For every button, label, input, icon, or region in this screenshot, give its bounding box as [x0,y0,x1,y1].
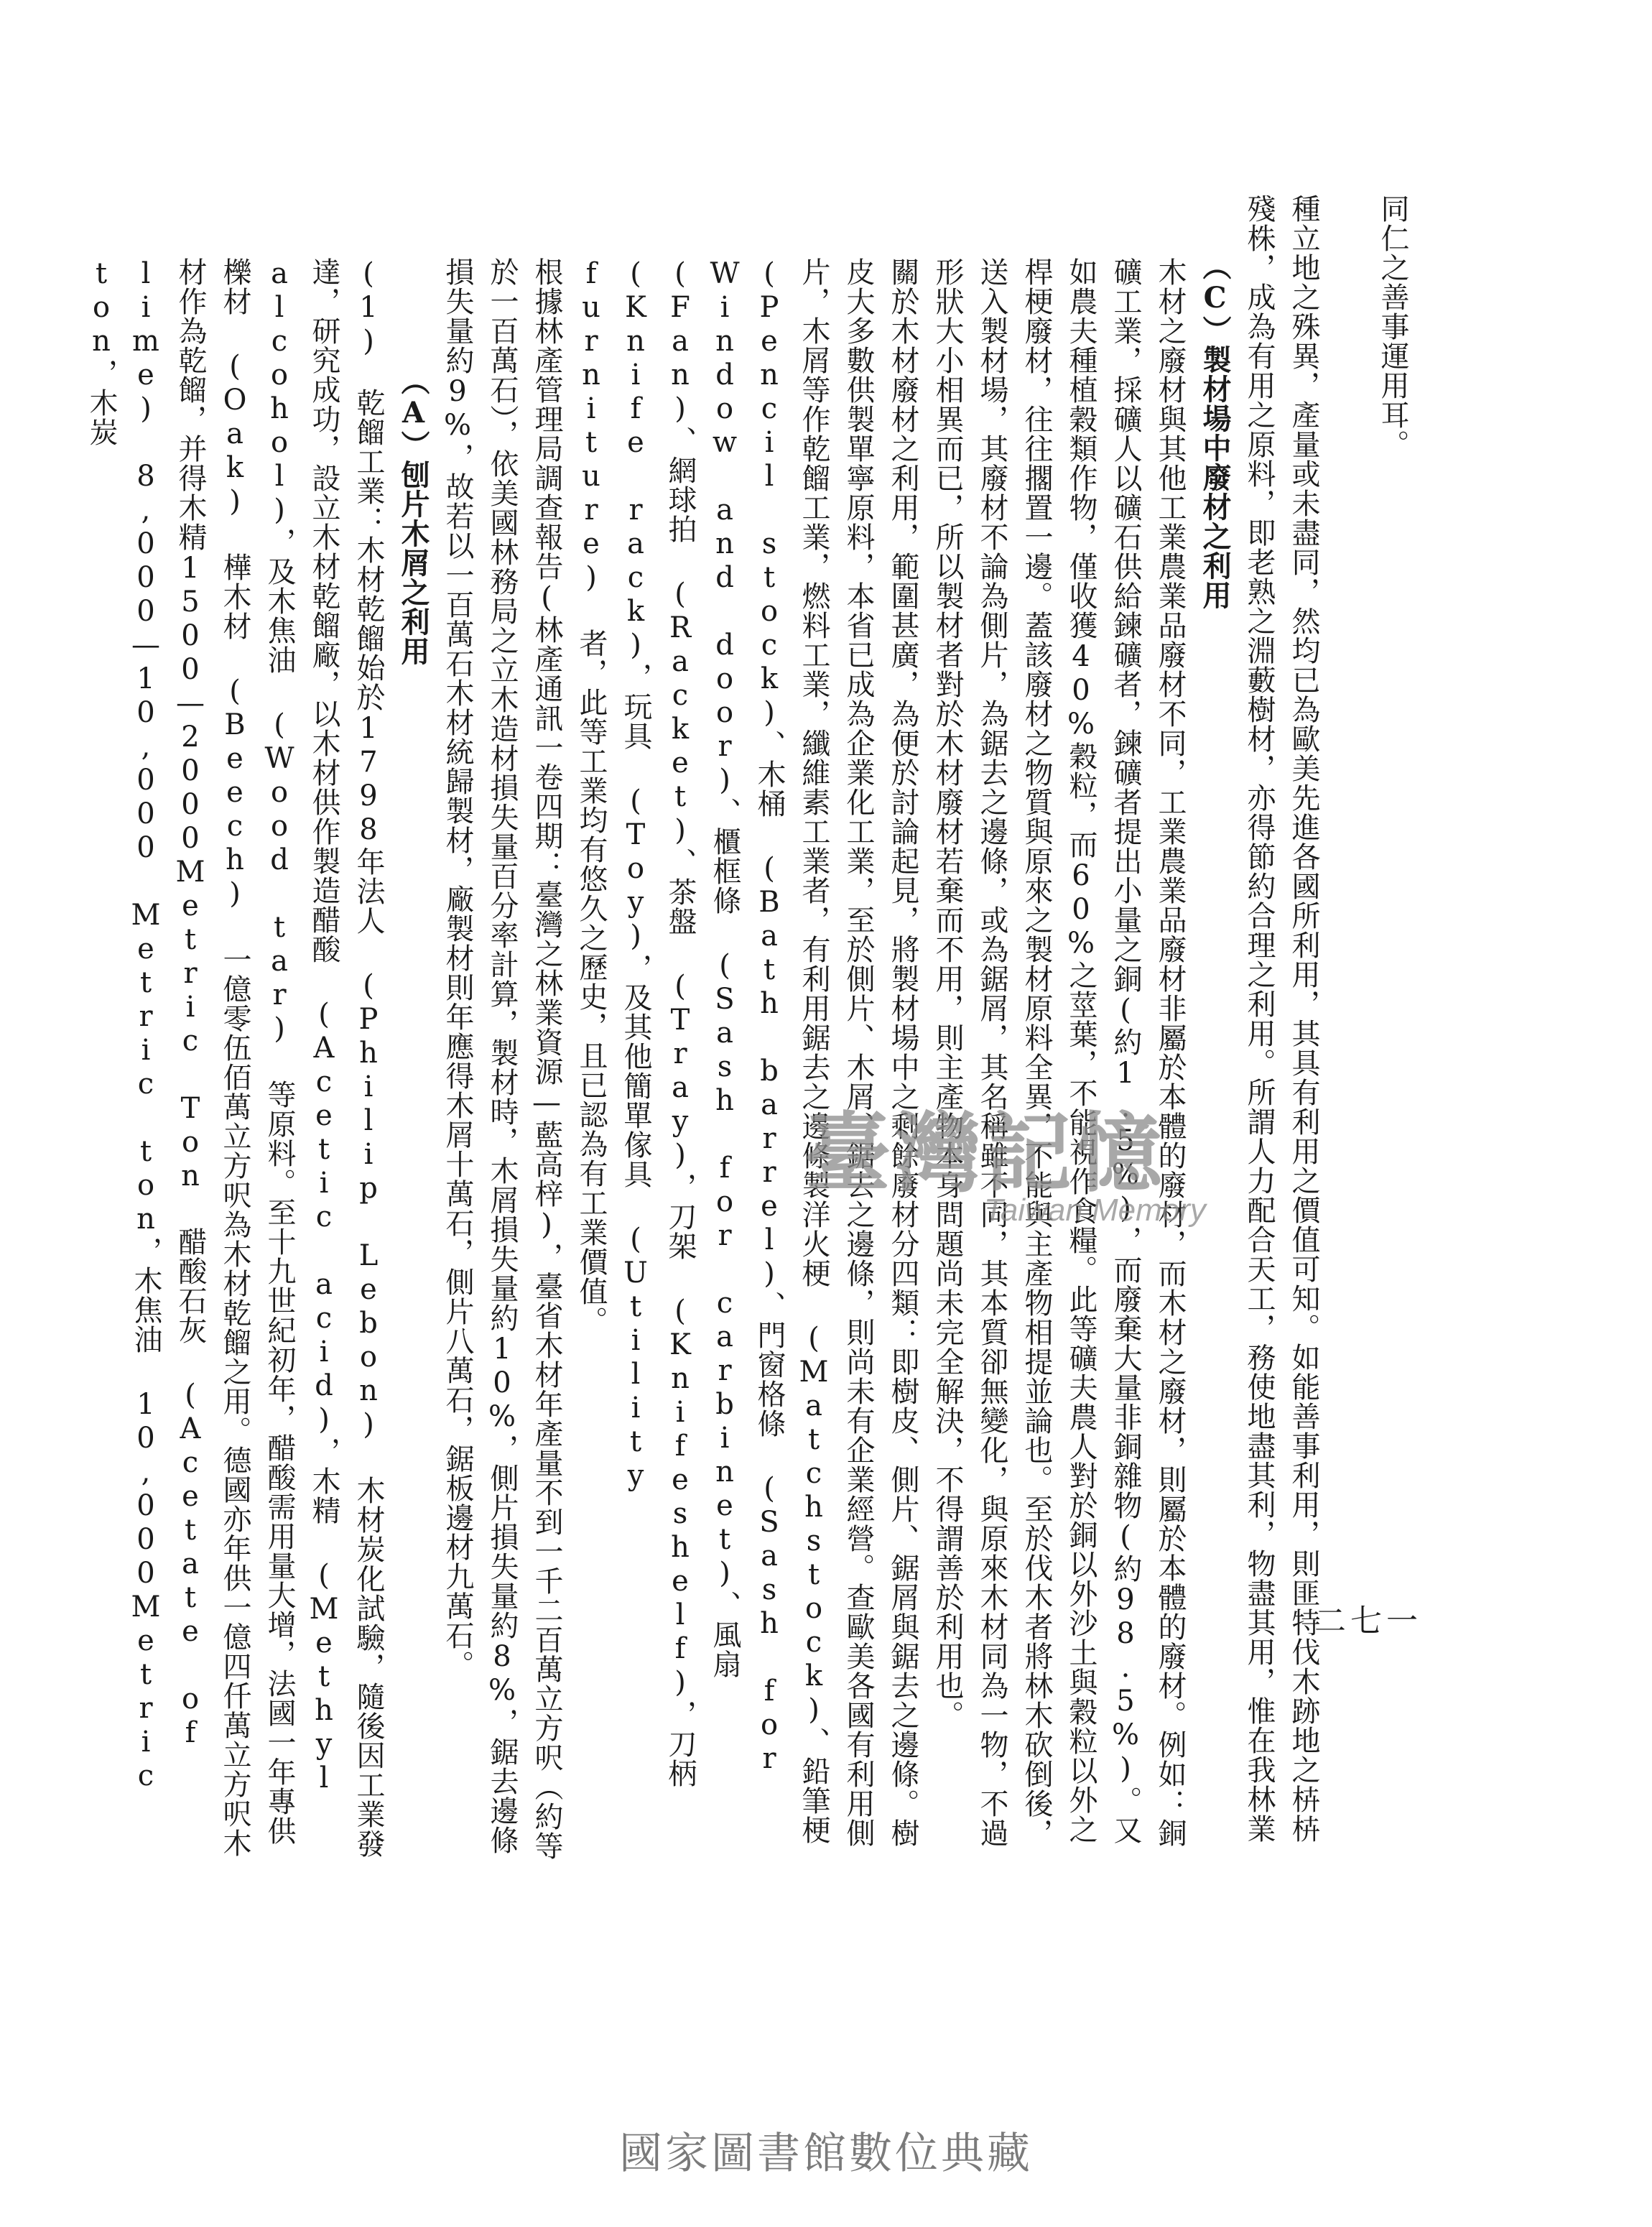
paragraph-closing-line: 同仁之善事運用耳。 [1376,194,1409,459]
section-heading-c: （C）製材場中廢材之利用 [1198,251,1232,610]
paragraph-waste-comparison: 木材之廢材與其他工業農業品廢材不同，工業農業品廢材非屬於本體的廢材，而木材之廢材，則屬於本體的廢材。例如：銅礦工業，採礦人以礦石供給鍊礦者，鍊礦者提出小量之銅(約1.5%)，而廢棄大量非銅雜物(約98.5%)。又如農夫種植穀類作物，僅收獲40%穀粒，而60%之莖葉，不能視作食糧。此等礦夫農人對於銅以外沙土與穀粒以外之桿梗廢材，往往擱置一邊。蓋該廢材之物質與原來之製材原料全異，不能與主產物相提並論也。至於伐木者將林木砍倒後，送入製材場，其廢材不論為側片，為鋸去之邊條，或為鋸屑，其名稱雖不同，其本質卻無變化，與原來木材同為一物，不過形狀大小相異而已，所以製材者對於木材廢材若棄而不用，則主產物本身問題尚未完全解決，不得謂善於利用也。 [931,257,1187,1848]
paragraph-waste-classification: 關於木材廢材之利用，範圍甚廣，為便於討論起見，將製材場中之剩餘廢材分四類：即樹皮、側片、鋸屑與鋸去之邊條。樹皮大多數供製單寧原料，本省已成為企業化工業，至於側片、木屑、鋸去之邊條，則尚未有企業經營。查歐美各國有利用側片，木屑等作乾餾工業，燃料工業，纖維素工業者，有利用鋸去之邊條製洋火梗 (Matchstock)、鉛筆梗 (Pencil stock)、木桶 (Bath barrel)、門窗格條 (Sash for Window and door)、櫃框條 (Sash for carbinet)、風扇 (Fan)、網球拍 (Racket)、茶盤 (Tray)，刀架 (Knifeshelf)，刀柄 (Knife rack)，玩具 (Toy)，及其他簡單傢具 (Utility furniture) 者，此等工業均有悠久之歷史，且已認為有工業價值。 [575,257,919,1848]
paragraph-survey-report: 根據林產管理局調查報告(林產通訊一卷四期：臺灣之林業資源—藍高梓)，臺省木材年產量不到一千二百萬立方呎（約等於一百萬石），依美國林務局之立木造材損失量百分率計算，製材時，木屑損失量約10%，側片損失量約8%，鋸去邊條損失量約9%，故若以一百萬石木材統歸製材，廠製材則年應得木屑十萬石，側片八萬石，鋸板邊材九萬石。 [441,257,563,1861]
paragraph-intro: 種立地之殊異，產量或未盡同，然均已為歐美先進各國所利用，其具有利用之價值可知。如能善事利用，則匪特伐木跡地之枿枿殘株，成為有用之原料，即老熟之淵藪樹材，亦得節約合理之利用。所謂人力配合天工，務使地盡其利，物盡其用，惟在我林業 [1243,194,1320,1843]
watermark-sub-text: Taiwan Memory [984,1193,1206,1228]
page-number: 二七一 [1314,1603,1422,1639]
paragraph-dry-distillation: (1) 乾餾工業：木材乾餾始於1798年法人 (Philip Lebon) 木材炭化試驗，隨後因工業發達，研究成功，設立木材乾餾廠，以木材供作製造醋酸 (Acetic acid)，木精 (Methyl alcohol)，及木焦油 (Wood tar) 等原料。至十九世紀初年，醋酸需用量大增，法國一年專供櫟材 (Oak) 樺木材 (Beech) 一億零伍佰萬立方呎為木材乾餾之用。德國亦年供一億四仟萬立方呎木材作為乾餾，并得木精1500—2000Metric Ton 醋酸石灰 (Acetate of lime) 8,000—10,000 Metric ton，木焦油 10,000Metric ton，木炭 [85,257,385,1858]
watermark-main-text: 臺灣記憶 [804,1103,1166,1204]
vertical-text-body [85,194,1415,1861]
footer-library-credit: 國家圖書館數位典藏 [619,2129,1033,2179]
subsection-heading-a: （A）刨片木屑之利用 [396,366,430,666]
